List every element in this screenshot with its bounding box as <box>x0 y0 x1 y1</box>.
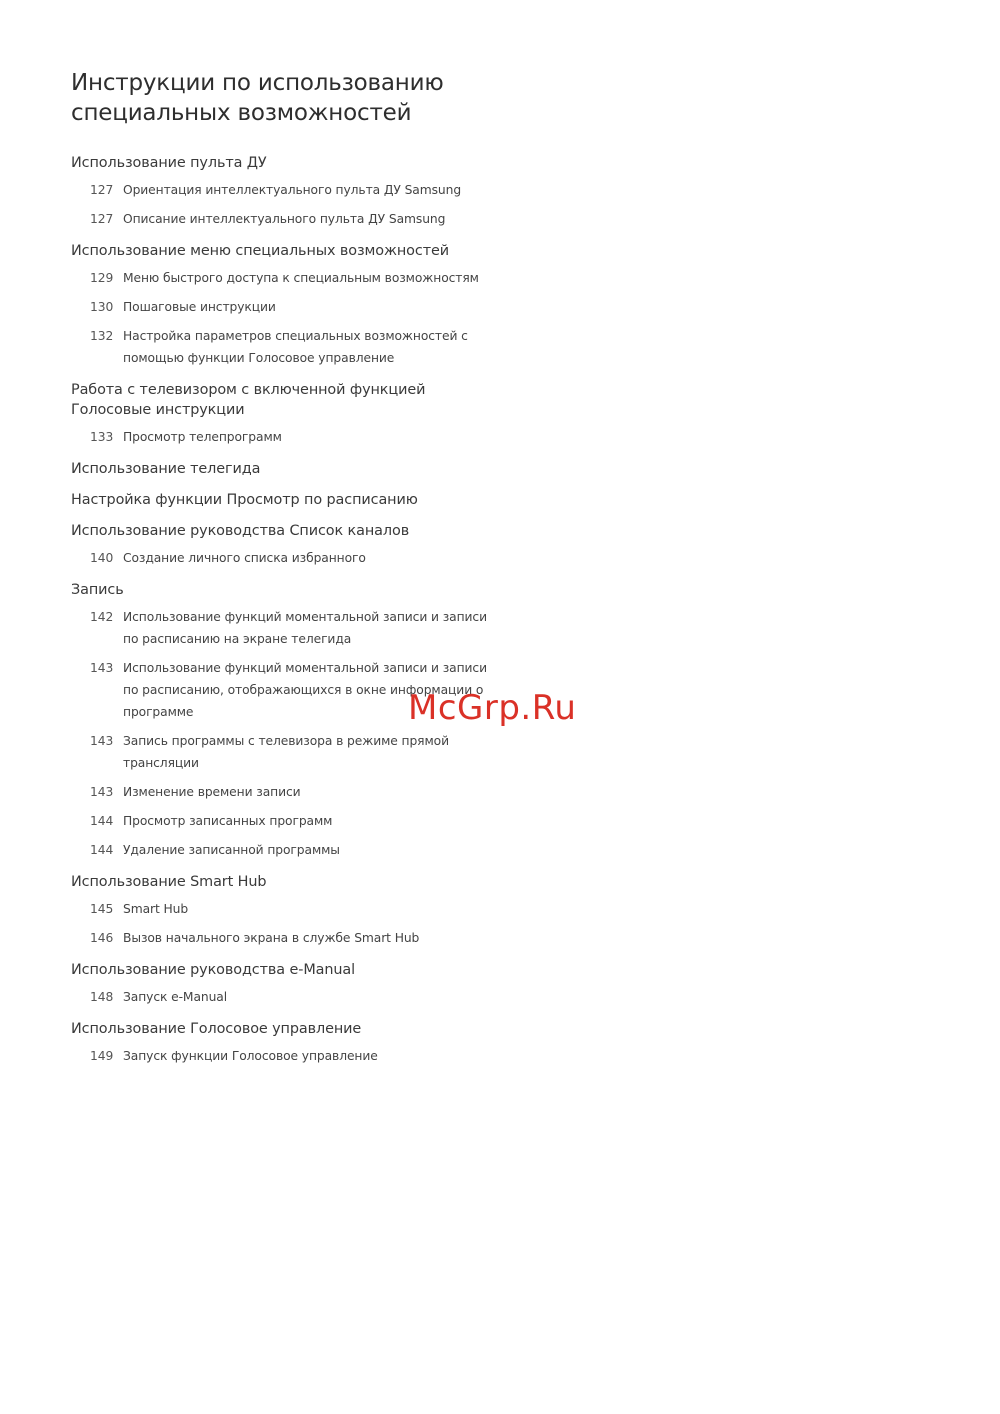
toc-entry-title: Использование функций моментальной записи и записи по расписанию на экране телегида <box>123 610 487 646</box>
toc-entry-title: Smart Hub <box>123 902 189 916</box>
toc-section-heading[interactable]: Работа с телевизором с включенной функцией Голосовые инструкции <box>71 382 426 418</box>
toc-section <box>71 521 491 569</box>
toc-entry-title: Описание интеллектуального пульта ДУ Samsung <box>123 212 446 226</box>
toc-section-heading[interactable]: Использование Голосовое управление <box>71 1021 362 1037</box>
toc-entry-page-number: 144 <box>90 814 114 828</box>
toc-section-heading[interactable]: Использование телегида <box>71 461 261 477</box>
toc-section <box>71 380 491 448</box>
toc-section <box>71 153 491 230</box>
toc-section <box>71 459 491 479</box>
toc-entry[interactable] <box>71 426 491 448</box>
toc-entry[interactable] <box>71 810 491 832</box>
toc-section <box>71 490 491 510</box>
watermark: McGrp.Ru <box>408 688 577 728</box>
toc-entry-list <box>71 179 491 230</box>
toc-entry-page-number: 140 <box>90 551 114 565</box>
toc-entry[interactable] <box>71 208 491 230</box>
toc-section <box>71 960 491 1008</box>
toc-entry-page-number: 146 <box>90 931 114 945</box>
toc-entry-title: Просмотр записанных программ <box>123 814 333 828</box>
toc-entry[interactable] <box>71 986 491 1008</box>
toc-entry-title: Запуск функции Голосовое управление <box>123 1049 378 1063</box>
toc-entry-page-number: 144 <box>90 843 114 857</box>
toc-entry-list <box>71 606 491 861</box>
toc-entry-title: Вызов начального экрана в службе Smart Hub <box>123 931 420 945</box>
toc-entry-page-number: 148 <box>90 990 114 1004</box>
toc-entry[interactable] <box>71 927 491 949</box>
toc-entry-list <box>71 986 491 1008</box>
toc-entry-page-number: 143 <box>90 734 114 748</box>
toc-section-heading[interactable]: Запись <box>71 582 124 598</box>
toc-section-heading[interactable]: Использование меню специальных возможностей <box>71 243 449 259</box>
toc-section-heading[interactable]: Настройка функции Просмотр по расписанию <box>71 492 418 508</box>
toc-page <box>71 68 491 1067</box>
toc-entry[interactable] <box>71 547 491 569</box>
toc-entry-title: Изменение времени записи <box>123 785 301 799</box>
toc-section-heading[interactable]: Использование руководства e-Manual <box>71 962 356 978</box>
toc-entry-list <box>71 1045 491 1067</box>
toc-entry-title: Ориентация интеллектуального пульта ДУ Samsung <box>123 183 462 197</box>
toc-entry-page-number: 143 <box>90 661 114 675</box>
toc-entry[interactable] <box>71 606 491 650</box>
toc-section-heading[interactable]: Использование пульта ДУ <box>71 155 267 171</box>
toc-entry[interactable] <box>71 898 491 920</box>
toc-section <box>71 872 491 949</box>
toc-entry-page-number: 133 <box>90 430 114 444</box>
toc-entry-title: Создание личного списка избранного <box>123 551 366 565</box>
toc-entry-page-number: 129 <box>90 271 114 285</box>
toc-entry-page-number: 143 <box>90 785 114 799</box>
toc-entry-page-number: 132 <box>90 329 114 343</box>
toc-section <box>71 241 491 369</box>
toc-entry[interactable] <box>71 781 491 803</box>
toc-entry-title: Запись программы с телевизора в режиме прямой трансляции <box>123 734 449 770</box>
toc-entry[interactable] <box>71 296 491 318</box>
toc-entry-page-number: 145 <box>90 902 114 916</box>
toc-entry[interactable] <box>71 1045 491 1067</box>
toc-section <box>71 1019 491 1067</box>
toc-section-heading[interactable]: Использование Smart Hub <box>71 874 267 890</box>
toc-entry-title: Запуск e-Manual <box>123 990 228 1004</box>
toc-entry-title: Настройка параметров специальных возможностей с помощью функции Голосовое управление <box>123 329 468 365</box>
toc-entry-list <box>71 267 491 369</box>
toc-entry-page-number: 130 <box>90 300 114 314</box>
toc-entry[interactable] <box>71 267 491 289</box>
toc-section-heading[interactable]: Использование руководства Список каналов <box>71 523 410 539</box>
toc-entry-title: Меню быстрого доступа к специальным возможностям <box>123 271 479 285</box>
toc-entry-page-number: 149 <box>90 1049 114 1063</box>
toc-entry-list <box>71 898 491 949</box>
toc-entry-page-number: 142 <box>90 610 114 624</box>
toc-entry[interactable] <box>71 179 491 201</box>
toc-entry-title: Использование функций моментальной записи и записи по расписанию, отображающихся в окне информации о программе <box>123 661 487 719</box>
toc-entry-title: Просмотр телепрограмм <box>123 430 282 444</box>
toc-entry-list <box>71 426 491 448</box>
toc-entry-title: Удаление записанной программы <box>123 843 340 857</box>
table-of-contents <box>71 153 491 1067</box>
toc-entry[interactable] <box>71 730 491 774</box>
toc-entry-list <box>71 547 491 569</box>
toc-entry-page-number: 127 <box>90 212 114 226</box>
toc-entry-title: Пошаговые инструкции <box>123 300 276 314</box>
toc-entry[interactable] <box>71 325 491 369</box>
page-title: Инструкции по использованию специальных возможностей <box>71 70 444 126</box>
toc-entry[interactable] <box>71 839 491 861</box>
toc-entry-page-number: 127 <box>90 183 114 197</box>
